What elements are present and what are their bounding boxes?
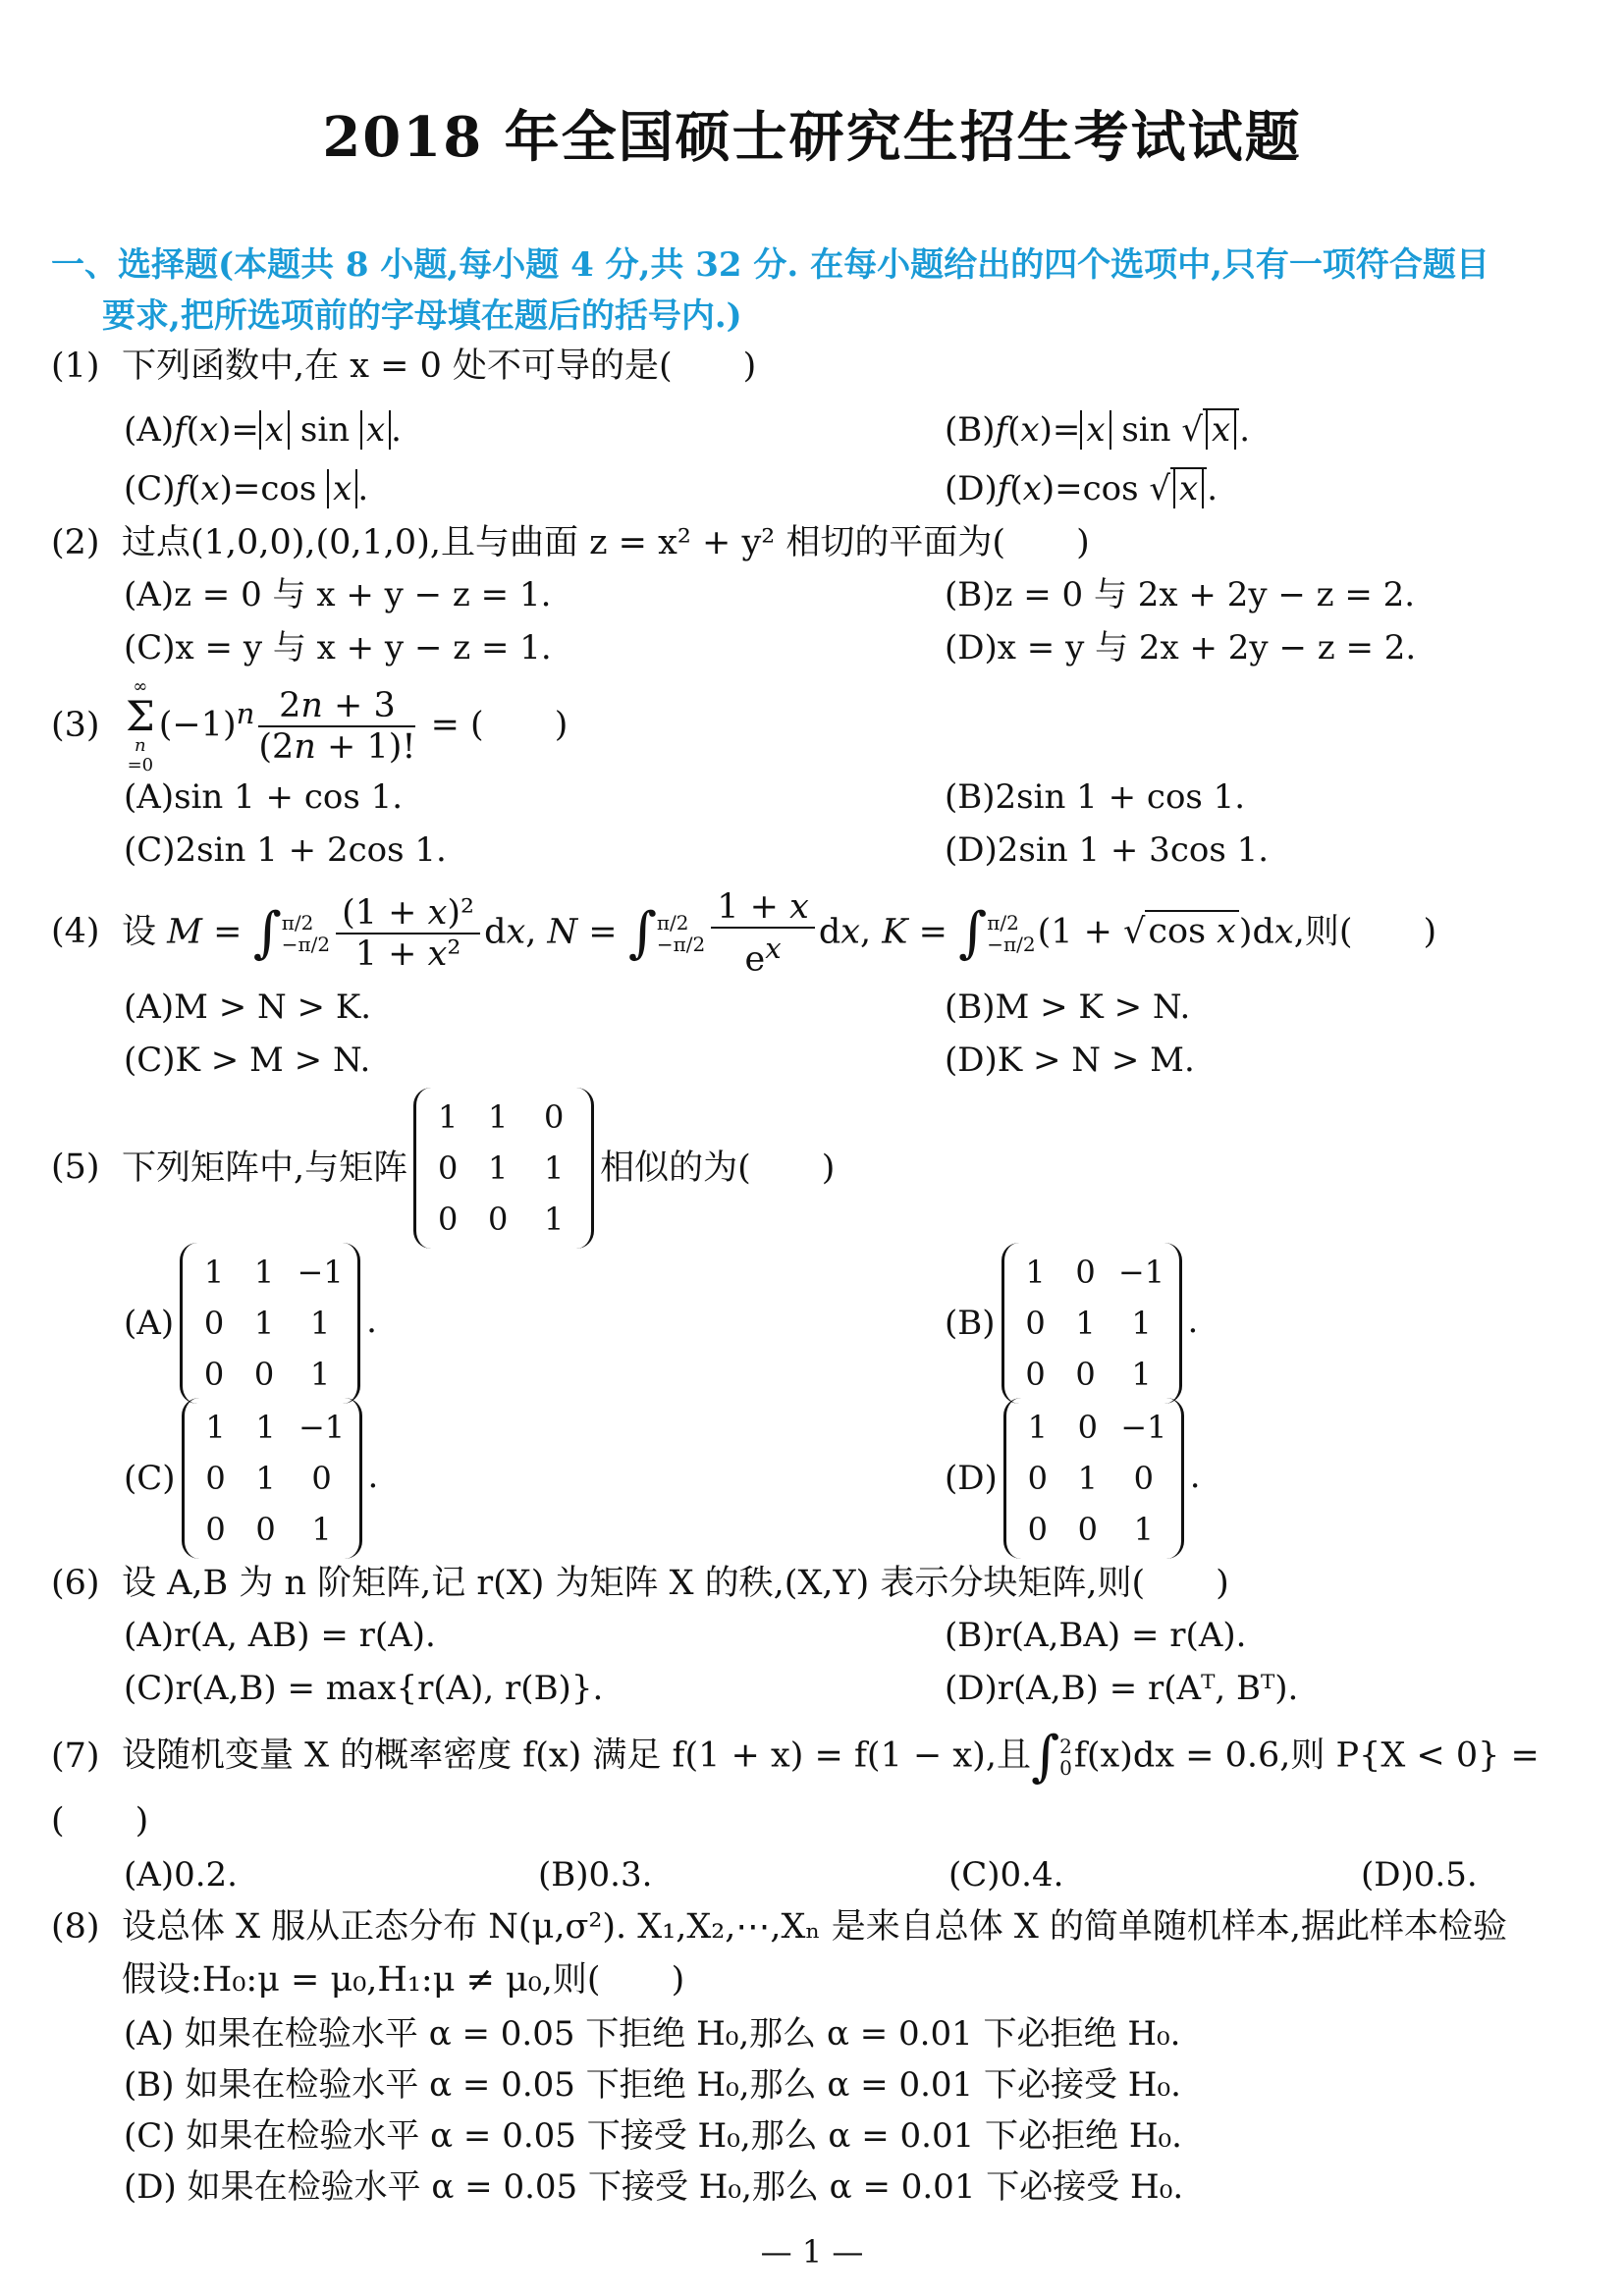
matrix-cell: 1 xyxy=(487,1149,509,1187)
matrix-cell: 1 xyxy=(205,1409,226,1446)
matrix-cell: 1 xyxy=(1075,1305,1096,1342)
matrix-cell: 1 xyxy=(1131,1305,1152,1342)
matrix-cell: 0 xyxy=(253,1356,275,1393)
q4-option-c: (C)K > M > N. xyxy=(124,1041,371,1080)
q1-option-a: (A)f(x)= x sin x . xyxy=(124,410,402,450)
page-number: — 1 — xyxy=(760,2233,864,2270)
question-2: (2) 过点(1,0,0),(0,1,0),且与曲面 z = x² + y² 相切的平面为( ) xyxy=(51,523,1090,562)
matrix-cell: 1 xyxy=(1077,1460,1098,1497)
q4-option-b: (B)M > K > N. xyxy=(945,988,1191,1027)
q4-option-d: (D)K > N > M. xyxy=(945,1041,1195,1080)
page-title: 2018 年全国硕士研究生招生考试试题 xyxy=(322,105,1302,170)
q5-option-c: (C) 1 1 −1 0 1 0 0 0 1 . xyxy=(124,1398,378,1559)
matrix-cell: 0 xyxy=(437,1201,459,1238)
matrix-cell: −1 xyxy=(1120,1409,1167,1446)
matrix-cell: 0 xyxy=(205,1460,226,1497)
matrix-cell: 0 xyxy=(311,1460,332,1497)
matrix-cell: 1 xyxy=(1133,1511,1154,1548)
q2-option-d: (D)x = y 与 2x + 2y − z = 2. xyxy=(945,628,1417,667)
q8-option-d: (D) 如果在检验水平 α = 0.05 下接受 H₀,那么 α = 0.01 下必接受 H₀. xyxy=(124,2167,1184,2207)
section-header-line1: 一、选择题(本题共 8 小题,每小题 4 分,共 32 分. 在每小题给出的四个选项中,只有一项符合题目 xyxy=(51,245,1489,285)
q6-option-a: (A)r(A, AB) = r(A). xyxy=(124,1616,436,1655)
q3-option-d: (D)2sin 1 + 3cos 1. xyxy=(945,830,1270,870)
matrix-cell: 0 xyxy=(1133,1460,1154,1497)
matrix-cell: 1 xyxy=(309,1305,331,1342)
matrix-c xyxy=(182,1398,362,1559)
q5-option-d: (D) 1 0 −1 0 1 0 0 0 1 . xyxy=(945,1398,1201,1559)
q8-option-c: (C) 如果在检验水平 α = 0.05 下接受 H₀,那么 α = 0.01 下必拒绝 H₀. xyxy=(124,2116,1182,2156)
matrix-cell: 1 xyxy=(255,1460,276,1497)
q6-option-c: (C)r(A,B) = max{r(A), r(B)}. xyxy=(124,1669,604,1708)
q1-option-c: (C)f(x)=cos x . xyxy=(124,469,369,508)
q3-option-c: (C)2sin 1 + 2cos 1. xyxy=(124,830,447,870)
matrix-cell: 0 xyxy=(437,1149,459,1187)
q8-option-a: (A) 如果在检验水平 α = 0.05 下拒绝 H₀,那么 α = 0.01 下必拒绝 H₀. xyxy=(124,2014,1181,2054)
matrix-cell: 1 xyxy=(253,1254,275,1291)
matrix-cell: −1 xyxy=(297,1254,344,1291)
q6-option-b: (B)r(A,BA) = r(A). xyxy=(945,1616,1247,1655)
matrix-cell: 0 xyxy=(1025,1305,1046,1342)
q7-option-c: (C)0.4. xyxy=(948,1855,1064,1895)
q1-option-d: (D)f(x)=cos √ x . xyxy=(945,469,1218,508)
matrix-cell: 1 xyxy=(543,1201,565,1238)
q5-option-a: (A) 1 1 −1 0 1 1 0 0 1 . xyxy=(124,1243,377,1404)
matrix-cell: 1 xyxy=(311,1511,332,1548)
q2-option-b: (B)z = 0 与 2x + 2y − z = 2. xyxy=(945,575,1416,614)
matrix-cell: 0 xyxy=(1077,1511,1098,1548)
matrix-cell: 0 xyxy=(1027,1511,1048,1548)
question-1: (1) 下列函数中,在 x = 0 处不可导的是( ) xyxy=(51,347,757,386)
q3-option-b: (B)2sin 1 + cos 1. xyxy=(945,777,1246,817)
question-8: (8) 设总体 X 服从正态分布 N(μ,σ²). X₁,X₂,⋯,Xₙ 是来自总体 X 的简单随机样本,据此样本检验 xyxy=(51,1907,1508,1947)
matrix-cell: 1 xyxy=(1025,1254,1046,1291)
q4-option-a: (A)M > N > K. xyxy=(124,988,372,1027)
matrix-cell: 0 xyxy=(543,1098,565,1136)
matrix-cell: −1 xyxy=(298,1409,346,1446)
matrix-cell: 0 xyxy=(1075,1254,1096,1291)
matrix-a xyxy=(180,1243,360,1404)
q2-option-c: (C)x = y 与 x + y − z = 1. xyxy=(124,628,552,667)
question-5: (5) 下列矩阵中,与矩阵 1 1 0 0 1 1 0 0 1 相似的为( ) xyxy=(51,1088,835,1249)
question-7-blank: ( ) xyxy=(51,1801,149,1841)
matrix-cell: 1 xyxy=(437,1098,459,1136)
q3-option-a: (A)sin 1 + cos 1. xyxy=(124,777,404,817)
matrix-cell: 0 xyxy=(1075,1356,1096,1393)
matrix-cell: 1 xyxy=(203,1254,225,1291)
matrix-cell: 0 xyxy=(203,1356,225,1393)
question-6: (6) 设 A,B 为 n 阶矩阵,记 r(X) 为矩阵 X 的秩,(X,Y) 表示分块矩阵,则( ) xyxy=(51,1564,1229,1603)
matrix-cell: 1 xyxy=(1131,1356,1152,1393)
matrix-cell: 1 xyxy=(487,1098,509,1136)
matrix-cell: 1 xyxy=(309,1356,331,1393)
q1-option-b: (B)f(x)= x sin √ x . xyxy=(945,410,1251,450)
matrix-cell: 1 xyxy=(255,1409,276,1446)
matrix-cell: 0 xyxy=(205,1511,226,1548)
matrix-b xyxy=(1001,1243,1182,1404)
matrix-cell: 1 xyxy=(1027,1409,1048,1446)
matrix-cell: 0 xyxy=(1027,1460,1048,1497)
question-3: (3) ∞ Σ n =0 $(-1)^n$ $\frac{2n + 3}{(2n + 1)!}$ = ( ) xyxy=(51,676,568,775)
question-7: (7) 设随机变量 X 的概率密度 f(x) 满足 f(1 + x) = f(1 − x),且∫ 2 0 f(x)dx = 0.6,则 P{X < 0} = xyxy=(51,1725,1540,1789)
matrix-cell: 0 xyxy=(203,1305,225,1342)
section-header xyxy=(51,240,1583,342)
matrix-cell: 0 xyxy=(487,1201,509,1238)
q2-option-a: (A)z = 0 与 x + y − z = 1. xyxy=(124,575,552,614)
matrix-base xyxy=(413,1088,594,1249)
q7-option-a: (A)0.2. xyxy=(124,1855,238,1895)
matrix-cell: 1 xyxy=(543,1149,565,1187)
matrix-cell: 0 xyxy=(1077,1409,1098,1446)
matrix-cell: 1 xyxy=(253,1305,275,1342)
q5-option-b: (B) 1 0 −1 0 1 1 0 0 1 . xyxy=(945,1243,1198,1404)
q6-option-d: (D)r(A,B) = r(Aᵀ, Bᵀ). xyxy=(945,1669,1299,1708)
q7-option-d: (D)0.5. xyxy=(1361,1855,1478,1895)
matrix-cell: 0 xyxy=(1025,1356,1046,1393)
q8-option-b: (B) 如果在检验水平 α = 0.05 下拒绝 H₀,那么 α = 0.01 下必接受 H₀. xyxy=(124,2065,1181,2105)
matrix-d xyxy=(1003,1398,1184,1559)
q7-option-b: (B)0.3. xyxy=(538,1855,653,1895)
question-8-line2: 假设:H₀:μ = μ₀,H₁:μ ≠ μ₀,则( ) xyxy=(122,1960,685,2000)
matrix-cell: 0 xyxy=(255,1511,276,1548)
section-header-line2: 要求,把所选项前的字母填在题后的括号内.) xyxy=(102,296,742,336)
matrix-cell: −1 xyxy=(1117,1254,1165,1291)
question-4: (4) 设 M = ∫ π/2 −π/2 $\frac{\text{(1 + x)²}}{\text{1 + x²}}$ dx, N = ∫ π/2 −π/2 $\frac{1 + x}{e^x}$ dx, K = ∫ π/2 −π/2 (1 + √cos x)dx,则( ) xyxy=(51,887,1437,980)
